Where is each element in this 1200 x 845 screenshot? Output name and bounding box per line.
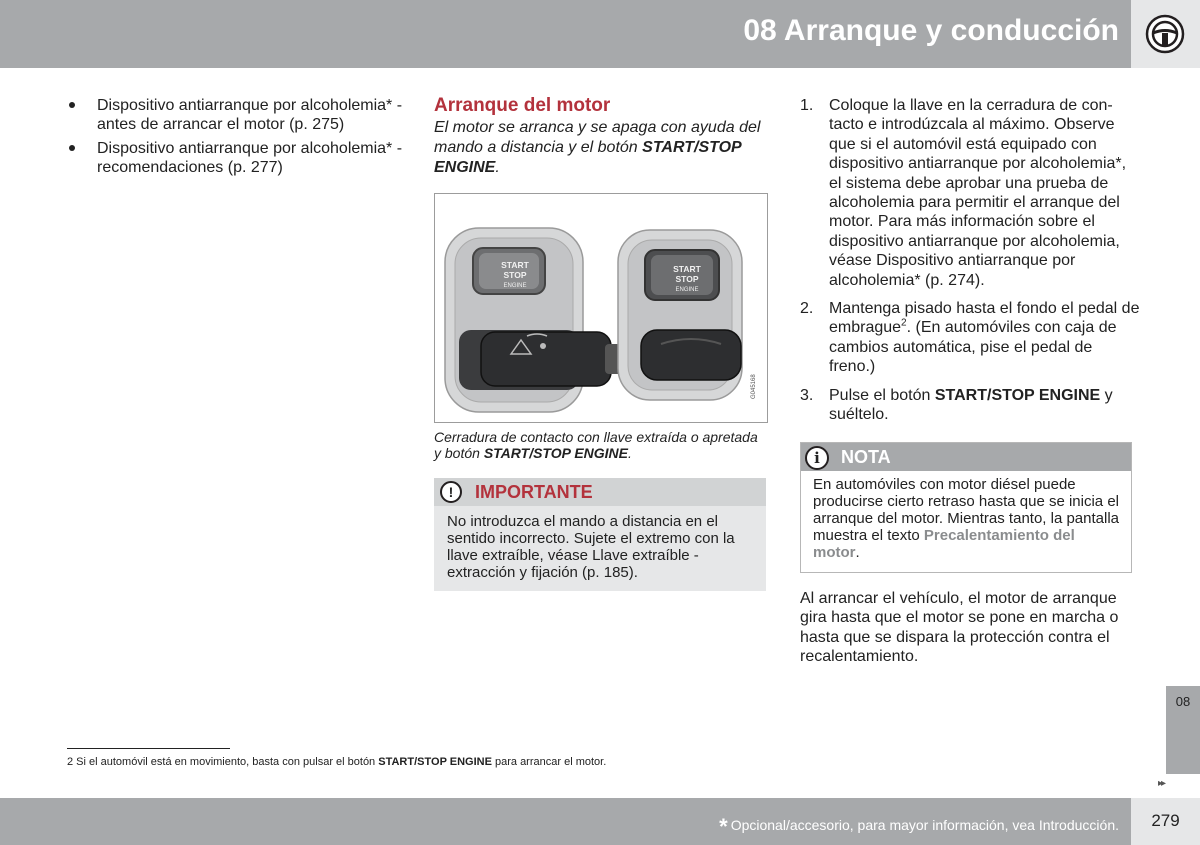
svg-text:ENGINE: ENGINE: [503, 283, 527, 289]
footnote: 2 Si el automóvil está en movimiento, basta con pulsar el botón START/STOP ENGINE para arrancar el motor.: [67, 756, 607, 768]
ignition-figure: [434, 193, 768, 423]
list-item[interactable]: Dispositivo antiarranque por alcoholemia* - antes de arrancar el motor (p. 275): [66, 96, 406, 134]
section-intro-text: El motor se arranca y se apaga con ayuda del mando a distancia y el botón START/STOP ENGINE.: [434, 119, 761, 176]
ignition-illustration: [435, 194, 767, 422]
note-box: [800, 442, 1132, 573]
page-number: 279: [1151, 811, 1180, 830]
step-item: 3. Pulse el botón START/STOP ENGINE y suéltelo.: [800, 386, 1113, 424]
page-header: [0, 0, 1131, 68]
steering-wheel-icon: [1145, 14, 1185, 54]
footnote-ref: 2: [901, 318, 907, 330]
next-page-arrows-icon[interactable]: ▸▸: [1158, 778, 1165, 789]
important-body: No introduzca el mando a distancia en el sentido incorrecto. Sujete el extremo con la llave extraíble, véase Llave extraíble - extracción y fijación (p. 185).: [447, 513, 735, 581]
closing-paragraph: Al arrancar el vehículo, el motor de arranque gira hasta que el motor se pone en marcha o hasta que se dispara la protección contra el recalentamiento.: [800, 590, 1119, 666]
svg-text:ENGINE: ENGINE: [675, 287, 699, 293]
section-intro: [434, 96, 766, 178]
bullet-icon: [69, 102, 75, 108]
asterisk-icon: *: [719, 814, 728, 839]
svg-text:STOP: STOP: [503, 270, 527, 280]
figure-caption: Cerradura de contacto con llave extraída o apretada y botón START/STOP ENGINE.: [434, 429, 758, 461]
info-icon: i: [805, 446, 829, 470]
section-title: Arranque del motor: [434, 95, 611, 116]
page-footer: [0, 798, 1131, 845]
footer-note: * Opcional/accesorio, para mayor información, vea Introducción.: [719, 814, 1119, 839]
step-item: 2. Mantenga pisado hasta el fondo el pedal de embrague$^2$. (En automóviles con caja de cambios automática, pise el pedal de freno.): [800, 300, 1140, 376]
chapter-icon-box: [1131, 0, 1200, 68]
svg-text:STOP: STOP: [675, 274, 699, 284]
related-links: [66, 96, 406, 182]
svg-text:START: START: [673, 264, 701, 274]
chapter-tab[interactable]: [1166, 686, 1200, 774]
exclamation-icon: !: [440, 481, 462, 503]
note-body: En automóviles con motor diésel puede producirse cierto retraso hasta que se inicia el arranque del motor. Mientras tanto, la pantalla muestra el texto Precalentamiento del motor.: [813, 476, 1120, 561]
steps-list: [800, 96, 1140, 434]
list-item[interactable]: Dispositivo antiarranque por alcoholemia* - recomendaciones (p. 277): [66, 139, 406, 177]
start-button-text: START: [501, 260, 529, 270]
step-item: 1. Coloque la llave en la cerradura de contacto e introdúzcala al máximo. Observe que si el automóvil está equipado con dispositivo antiarranque por alcoholemia*, el sistema debe aprobar una prueba de alcoholemia para permitir el arranque del motor. Para más información sobre el dispositivo antiarranque por alcoholemia, véase Dispositivo antiarranque por alcoholemia* (p. 274).: [800, 97, 1127, 289]
figure-ref-code: G045168: [751, 374, 757, 399]
footnote-divider: [67, 748, 230, 749]
note-title: NOTA: [841, 447, 891, 467]
chapter-tab-label: 08: [1175, 694, 1191, 709]
important-box: [434, 478, 766, 591]
important-title: IMPORTANTE: [475, 482, 593, 502]
bullet-icon: [69, 145, 75, 151]
page-number-box: [1131, 798, 1200, 845]
note-header: [801, 443, 1131, 471]
chapter-title: 08 Arranque y conducción: [743, 14, 1119, 47]
important-header: [434, 478, 766, 506]
